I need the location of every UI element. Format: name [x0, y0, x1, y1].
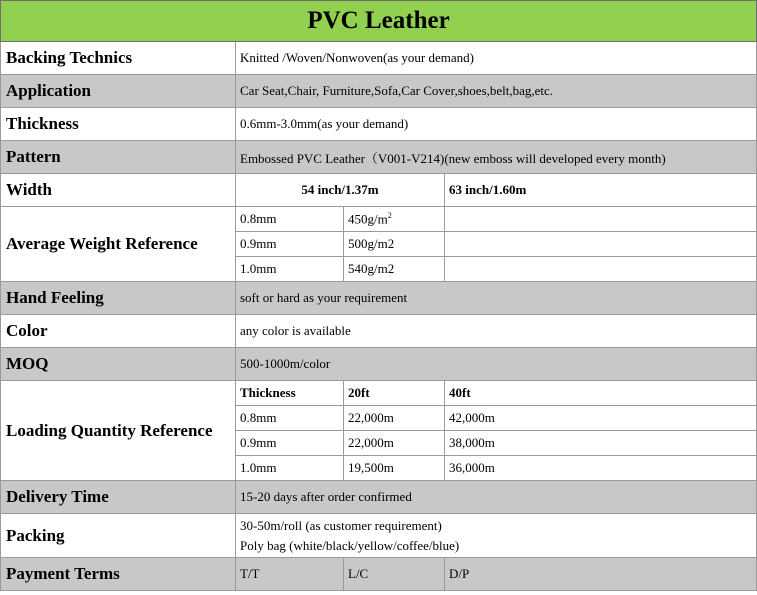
loading-40ft-2: 38,000m	[445, 431, 757, 456]
loading-header-row	[1, 381, 757, 406]
label-application: Application	[1, 75, 236, 108]
loading-header-20ft: 20ft	[344, 381, 445, 406]
packing-line-1: 30-50m/roll (as customer requirement)	[240, 517, 442, 533]
weight-empty-2	[445, 232, 757, 257]
weight-value-2: 500g/m2	[344, 232, 445, 257]
loading-40ft-3: 36,000m	[445, 456, 757, 481]
label-moq: MOQ	[1, 348, 236, 381]
row-moq	[1, 348, 757, 381]
label-payment-terms: Payment Terms	[1, 558, 236, 591]
value-hand-feeling: soft or hard as your requirement	[236, 282, 757, 315]
weight-empty-3	[445, 257, 757, 282]
loading-thickness-1: 0.8mm	[236, 406, 344, 431]
width-63-inch: 63 inch/1.60m	[445, 174, 757, 207]
width-54-inch: 54 inch/1.37m	[236, 174, 445, 207]
label-hand-feeling: Hand Feeling	[1, 282, 236, 315]
label-pattern: Pattern	[1, 141, 236, 174]
loading-40ft-1: 42,000m	[445, 406, 757, 431]
row-thickness	[1, 108, 757, 141]
row-delivery-time	[1, 481, 757, 514]
value-color: any color is available	[236, 315, 757, 348]
loading-20ft-2: 22,000m	[344, 431, 445, 456]
label-loading-quantity: Loading Quantity Reference	[1, 381, 236, 481]
weight-thickness-1: 0.8mm	[236, 207, 344, 232]
row-application	[1, 75, 757, 108]
label-width: Width	[1, 174, 236, 207]
value-packing	[236, 514, 757, 558]
weight-row-1	[1, 207, 757, 232]
weight-value-1	[344, 207, 445, 232]
weight-value-3: 540g/m2	[344, 257, 445, 282]
row-pattern	[1, 141, 757, 174]
row-backing-technics	[1, 42, 757, 75]
weight-thickness-3: 1.0mm	[236, 257, 344, 282]
weight-value-1-sup: 2	[387, 210, 392, 220]
row-payment-terms	[1, 558, 757, 591]
value-moq: 500-1000m/color	[236, 348, 757, 381]
weight-thickness-2: 0.9mm	[236, 232, 344, 257]
label-thickness: Thickness	[1, 108, 236, 141]
value-delivery-time: 15-20 days after order confirmed	[236, 481, 757, 514]
row-width	[1, 174, 757, 207]
label-delivery-time: Delivery Time	[1, 481, 236, 514]
label-packing: Packing	[1, 514, 236, 558]
loading-thickness-2: 0.9mm	[236, 431, 344, 456]
label-backing-technics: Backing Technics	[1, 42, 236, 75]
loading-header-40ft: 40ft	[445, 381, 757, 406]
loading-header-thickness: Thickness	[236, 381, 344, 406]
value-thickness: 0.6mm-3.0mm(as your demand)	[236, 108, 757, 141]
value-pattern: Embossed PVC Leather（V001-V214)(new emboss will developed every month)	[236, 141, 757, 174]
value-backing-technics: Knitted /Woven/Nonwoven(as your demand)	[236, 42, 757, 75]
loading-thickness-3: 1.0mm	[236, 456, 344, 481]
table-title: PVC Leather	[1, 1, 757, 42]
row-packing	[1, 514, 757, 558]
label-color: Color	[1, 315, 236, 348]
loading-20ft-1: 22,000m	[344, 406, 445, 431]
payment-term-2: L/C	[344, 558, 445, 591]
loading-20ft-3: 19,500m	[344, 456, 445, 481]
weight-value-1-text: 450g/m	[348, 211, 388, 227]
weight-empty-1	[445, 207, 757, 232]
packing-line-2: Poly bag (white/black/yellow/coffee/blue)	[240, 537, 460, 553]
row-color	[1, 315, 757, 348]
payment-term-1: T/T	[236, 558, 344, 591]
row-hand-feeling	[1, 282, 757, 315]
label-average-weight: Average Weight Reference	[1, 207, 236, 282]
payment-term-3: D/P	[445, 558, 757, 591]
value-application: Car Seat,Chair, Furniture,Sofa,Car Cover,shoes,belt,bag,etc.	[236, 75, 757, 108]
